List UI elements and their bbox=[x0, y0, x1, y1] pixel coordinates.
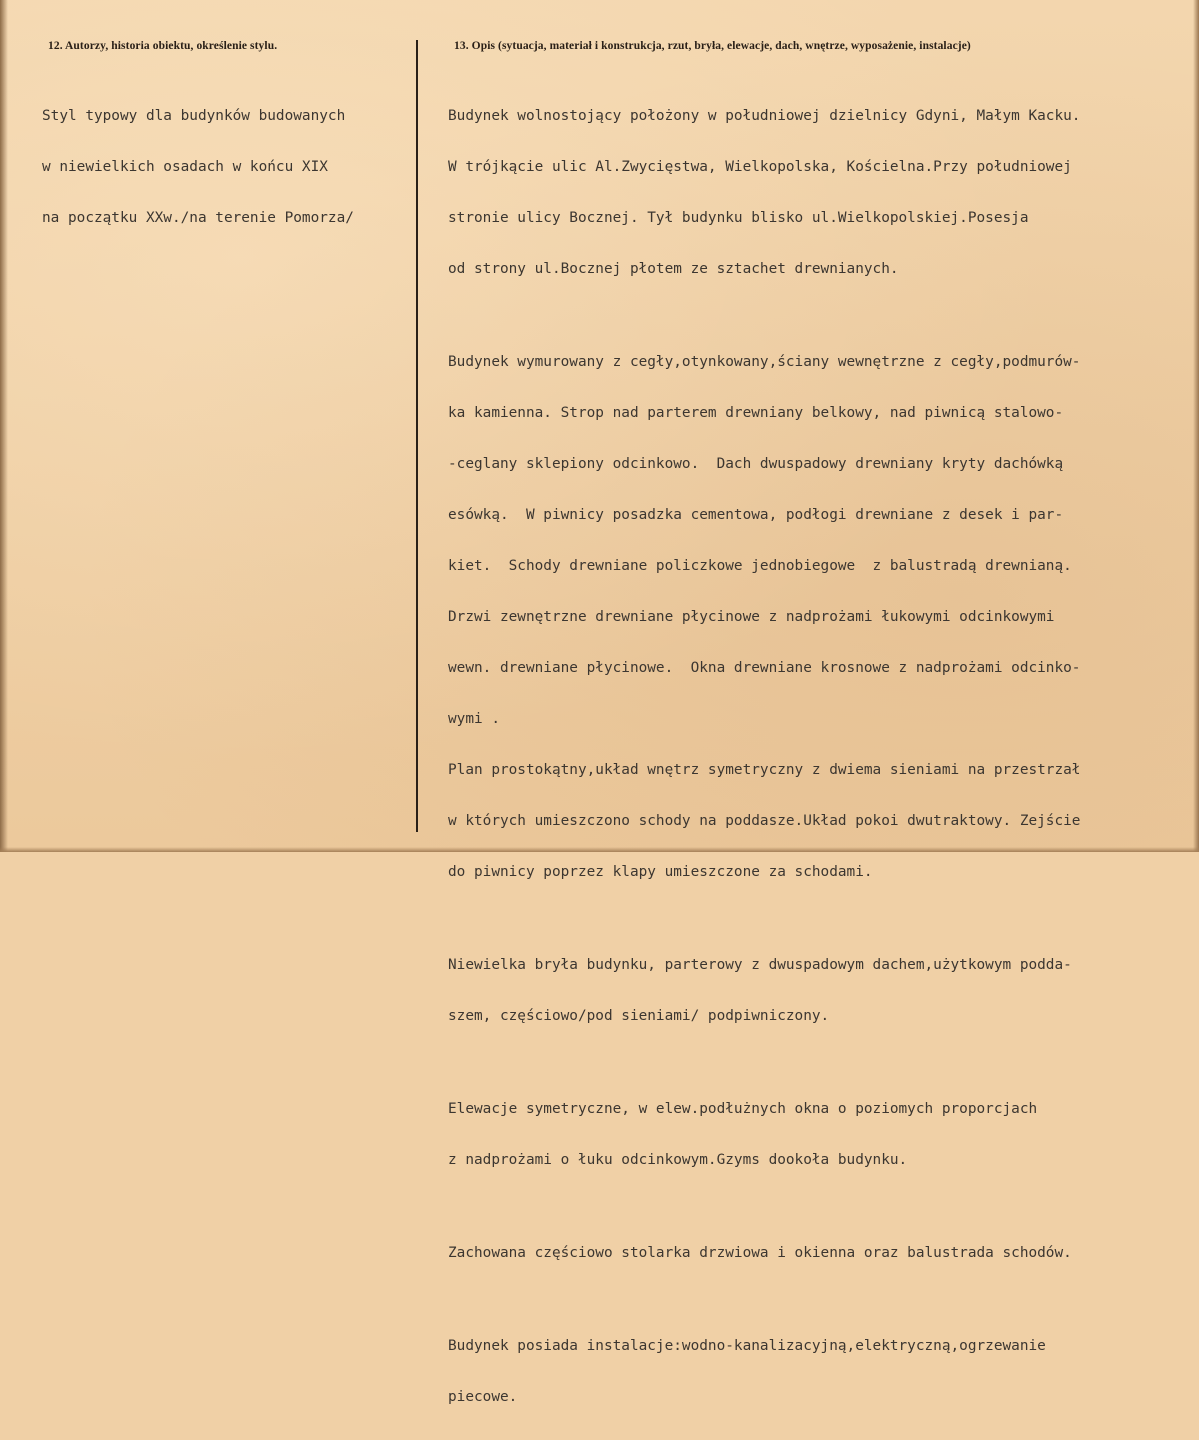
description-line: esówką. W piwnicy posadzka cementowa, podłogi drewniane z desek i par- bbox=[448, 507, 1064, 523]
description-line: kiet. Schody drewniane policzkowe jednobiegowe z balustradą drewnianą. bbox=[448, 558, 1072, 574]
description-line: stronie ulicy Bocznej. Tył budynku blisko ul.Wielkopolskiej.Posesja bbox=[448, 210, 1029, 226]
description-line: piecowe. bbox=[448, 1389, 518, 1405]
card-edge-left bbox=[0, 0, 8, 852]
section-12-line: na początku XXw./na terenie Pomorza/ bbox=[42, 210, 354, 226]
description-line: od strony ul.Bocznej płotem ze sztachet drewnianych. bbox=[448, 261, 899, 277]
description-line: Elewacje symetryczne, w elew.podłużnych okna o poziomych proporcjach bbox=[448, 1101, 1038, 1117]
description-line: w których umieszczono schody na poddasze.Układ pokoi dwutraktowy. Zejście bbox=[448, 813, 1081, 829]
description-line: ka kamienna. Strop nad parterem drewniany belkowy, nad piwnicą stalowo- bbox=[448, 405, 1064, 421]
description-paragraph-installations bbox=[448, 1304, 1193, 1440]
description-paragraph-location bbox=[448, 74, 1193, 312]
section-12-heading: 12. Autorzy, historia obiektu, określenie stylu. bbox=[48, 40, 278, 52]
description-line: Niewielka bryła budynku, parterowy z dwuspadowym dachem,użytkowym podda- bbox=[448, 957, 1072, 973]
section-12-text bbox=[42, 74, 354, 261]
description-line: Budynek wolnostojący położony w południowej dzielnicy Gdyni, Małym Kacku. bbox=[448, 108, 1081, 124]
description-line: -ceglany sklepiony odcinkowo. Dach dwuspadowy drewniany kryty dachówką bbox=[448, 456, 1064, 472]
description-line: Drzwi zewnętrzne drewniane płycinowe z nadprożami łukowymi odcinkowymi bbox=[448, 609, 1055, 625]
section-13-heading: 13. Opis (sytuacja, materiał i konstrukcja, rzut, bryła, elewacje, dach, wnętrze, wyposażenie, instalacje) bbox=[454, 40, 971, 52]
description-paragraph-joinery bbox=[448, 1211, 1193, 1296]
description-line: Budynek posiada instalacje:wodno-kanalizacyjną,elektryczną,ogrzewanie bbox=[448, 1338, 1046, 1354]
description-paragraph-elevations bbox=[448, 1067, 1193, 1203]
column-divider bbox=[416, 40, 418, 832]
card-edge-right bbox=[1193, 0, 1199, 852]
description-line: wymi . bbox=[448, 711, 500, 727]
section-12-line: Styl typowy dla budynków budowanych bbox=[42, 108, 346, 124]
section-12-line: w niewielkich osadach w końcu XIX bbox=[42, 159, 328, 175]
description-line: W trójkącie ulic Al.Zwycięstwa, Wielkopolska, Kościelna.Przy południowej bbox=[448, 159, 1072, 175]
section-13-text bbox=[448, 74, 1193, 1440]
description-paragraph-construction bbox=[448, 320, 1193, 915]
description-line: Plan prostokątny,układ wnętrz symetryczny z dwiema sieniami na przestrzał bbox=[448, 762, 1081, 778]
description-paragraph-massing bbox=[448, 923, 1193, 1059]
description-line: szem, częściowo/pod sieniami/ podpiwniczony. bbox=[448, 1008, 830, 1024]
description-line: Zachowana częściowo stolarka drzwiowa i okienna oraz balustrada schodów. bbox=[448, 1245, 1072, 1261]
description-line: wewn. drewniane płycinowe. Okna drewniane krosnowe z nadprożami odcinko- bbox=[448, 660, 1081, 676]
description-line: Budynek wymurowany z cegły,otynkowany,ściany wewnętrzne z cegły,podmurów- bbox=[448, 354, 1081, 370]
description-line: z nadprożami o łuku odcinkowym.Gzyms dookoła budynku. bbox=[448, 1152, 908, 1168]
description-line: do piwnicy poprzez klapy umieszczone za schodami. bbox=[448, 864, 873, 880]
